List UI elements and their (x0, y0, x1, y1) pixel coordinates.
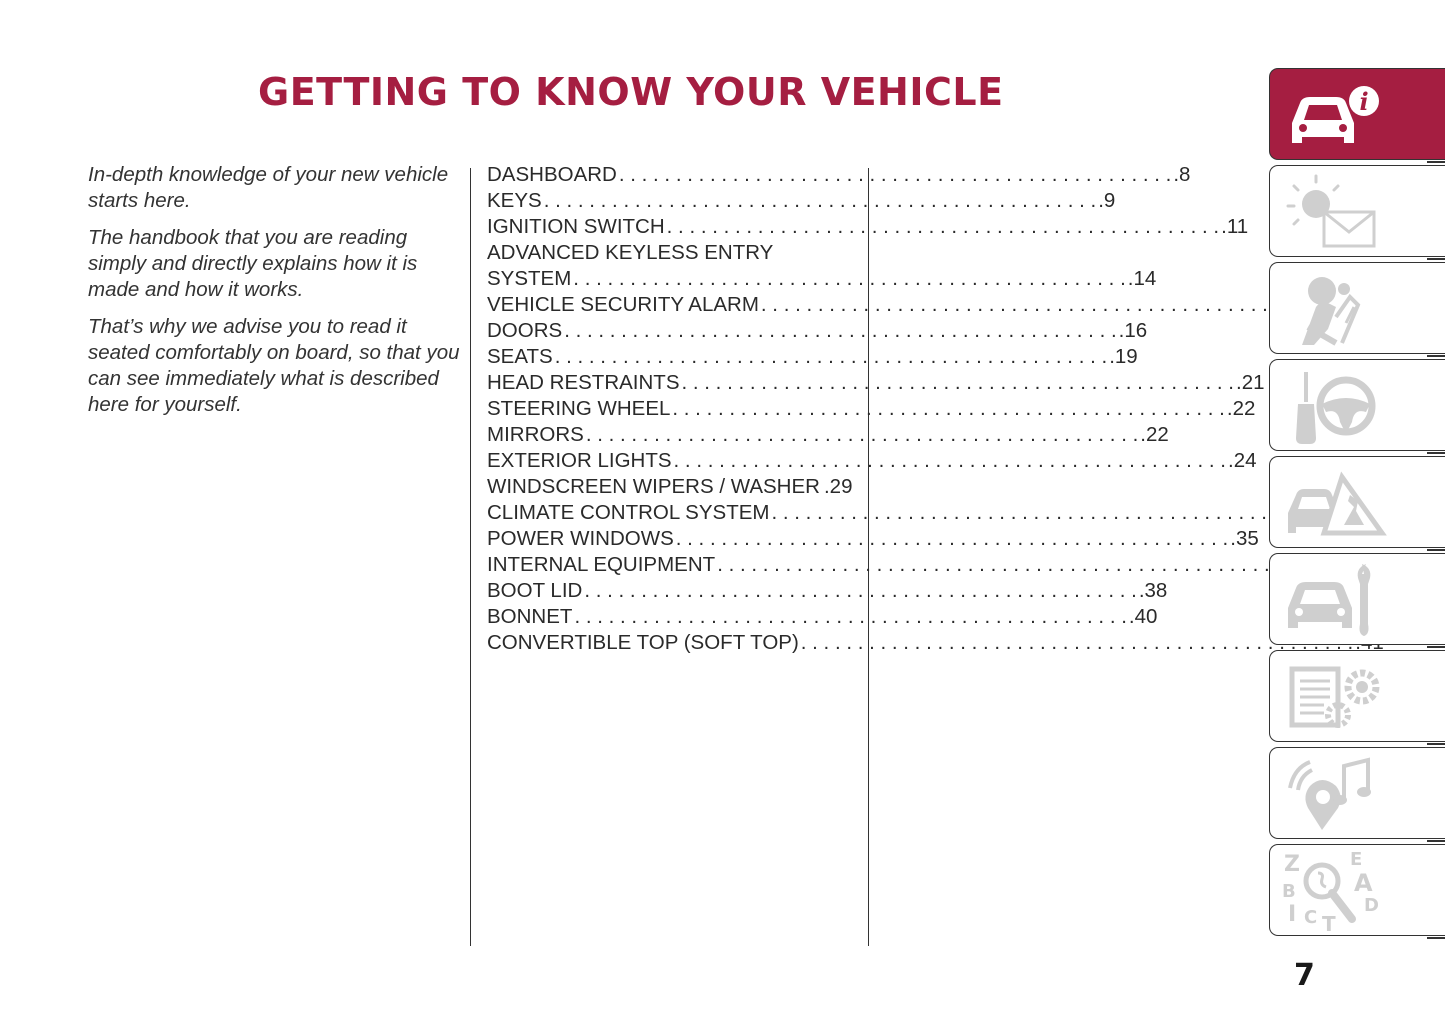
toc-page: . 40 (1129, 604, 1158, 630)
toc-label: HEAD RESTRAINTS (487, 371, 680, 394)
toc-label: STEERING WHEEL (487, 397, 671, 420)
toc-entry[interactable] (487, 474, 851, 500)
toc-page: . 38 (1139, 578, 1168, 604)
intro-paragraph: In-depth knowledge of your new vehicle starts here. (88, 163, 449, 212)
toc-label: VEHICLE SECURITY ALARM (487, 293, 759, 316)
toc-page: . 19 (1109, 344, 1138, 370)
index-letter: D (1364, 895, 1379, 916)
toc-leader (586, 422, 1138, 448)
key-steering-wheel-icon (1284, 364, 1404, 446)
intro-paragraph: The handbook that you are reading simply and directly explains how it is made and how it works. (88, 226, 418, 301)
toc-label: EXTERIOR LIGHTS (487, 449, 672, 472)
car-info-icon (1284, 73, 1404, 155)
toc-leader (676, 526, 1228, 552)
toc-label: KEYS (487, 189, 542, 212)
tab-safety[interactable] (1269, 262, 1445, 354)
toc-page: . 24 (1228, 448, 1257, 474)
index-letter: A (1354, 869, 1373, 897)
table-of-contents (487, 162, 1265, 656)
toc-label: SEATS (487, 345, 553, 368)
index-letter: B (1282, 881, 1296, 902)
toc-page: . 35 (1230, 526, 1259, 552)
tab-starting-driving[interactable] (1269, 359, 1445, 451)
toc-entry[interactable] (487, 396, 1256, 422)
toc-label: IGNITION SWITCH (487, 215, 665, 238)
toc-leader (619, 162, 1171, 188)
index-letter: E (1350, 849, 1363, 870)
toc-label: DASHBOARD (487, 163, 617, 186)
toc-page: . 11 (1221, 214, 1248, 240)
toc-label-continued: SYSTEM (487, 267, 572, 290)
chapter-tabs (1269, 68, 1445, 941)
toc-entry[interactable] (487, 552, 851, 578)
toc-entry[interactable] (487, 526, 1259, 552)
index-letter: Z (1284, 852, 1300, 877)
toc-label: CONVERTIBLE TOP (SOFT TOP) (487, 631, 799, 654)
toc-label: WINDSCREEN WIPERS / WASHER (487, 475, 820, 498)
toc-entry[interactable] (487, 344, 1138, 370)
toc-entry[interactable] (487, 188, 1116, 214)
toc-entry[interactable] (487, 162, 1191, 188)
toc-entry[interactable] (487, 604, 1158, 630)
toc-page: . 21 (1236, 370, 1265, 396)
safety-airbag-icon (1284, 267, 1404, 349)
toc-label: BONNET (487, 605, 573, 628)
page-number: 7 (1294, 958, 1315, 993)
toc-leader (555, 344, 1107, 370)
toc-leader (717, 552, 1269, 578)
index-letter: C (1304, 907, 1318, 928)
toc-leader (574, 604, 1126, 630)
toc-label: BOOT LID (487, 579, 583, 602)
tab-multimedia[interactable] (1269, 747, 1445, 839)
toc-entry[interactable] (487, 214, 1249, 240)
tab-emergency[interactable] (1269, 456, 1445, 548)
toc-leader (584, 578, 1136, 604)
toc-page: . 14 (1128, 266, 1157, 292)
intro-text (88, 162, 460, 429)
toc-entry-first-line[interactable] (487, 240, 851, 266)
toc-leader (771, 500, 1323, 526)
toc-leader (544, 188, 1096, 214)
index-letter: T (1322, 912, 1336, 936)
toc-leader (672, 396, 1224, 422)
toc-page: . 29 (824, 474, 853, 500)
tab-warning-lights[interactable] (1269, 165, 1445, 257)
toc-entry[interactable] (487, 448, 1257, 474)
toc-leader (682, 370, 1234, 396)
toc-page: . 8 (1173, 162, 1190, 188)
technical-data-icon (1284, 655, 1404, 737)
toc-page: . 9 (1098, 188, 1115, 214)
toc-entry[interactable] (487, 292, 851, 318)
toc-page: . 22 (1227, 396, 1256, 422)
tab-index[interactable] (1269, 844, 1445, 936)
toc-leader (667, 214, 1219, 240)
svg-text:i: i (1359, 87, 1369, 116)
toc-entry[interactable] (487, 578, 1168, 604)
emergency-icon (1284, 461, 1404, 543)
warning-lights-messages-icon (1284, 170, 1404, 252)
toc-leader (564, 318, 1116, 344)
page-title: GETTING TO KNOW YOUR VEHICLE (258, 70, 1004, 114)
intro-paragraph: That’s why we advise you to read it seated comfortably on board, so that you can see immediately what is described here for yourself. (88, 315, 460, 416)
multimedia-icon (1284, 752, 1404, 834)
toc-leader (674, 448, 1226, 474)
toc-label: ADVANCED KEYLESS ENTRY (487, 241, 774, 264)
toc-label: CLIMATE CONTROL SYSTEM (487, 501, 770, 524)
tab-getting-to-know[interactable] (1269, 68, 1445, 160)
toc-label: POWER WINDOWS (487, 527, 674, 550)
toc-label: INTERNAL EQUIPMENT (487, 553, 716, 576)
column-divider-left (470, 168, 471, 946)
toc-label: DOORS (487, 319, 563, 342)
toc-page: . 16 (1119, 318, 1148, 344)
tab-maintenance[interactable] (1269, 553, 1445, 645)
toc-entry[interactable] (487, 266, 1157, 292)
toc-entry[interactable] (487, 422, 1169, 448)
toc-leader (761, 292, 1313, 318)
toc-label: MIRRORS (487, 423, 584, 446)
toc-entry[interactable] (487, 318, 1148, 344)
tab-technical-data[interactable] (1269, 650, 1445, 742)
index-letter: I (1288, 902, 1297, 927)
toc-entry[interactable] (487, 370, 1265, 396)
toc-entry[interactable] (487, 630, 851, 656)
toc-entry[interactable] (487, 500, 851, 526)
car-maintenance-icon (1284, 558, 1404, 640)
index-icon (1282, 849, 1404, 936)
toc-page: . 22 (1140, 422, 1169, 448)
toc-leader (573, 266, 1125, 292)
